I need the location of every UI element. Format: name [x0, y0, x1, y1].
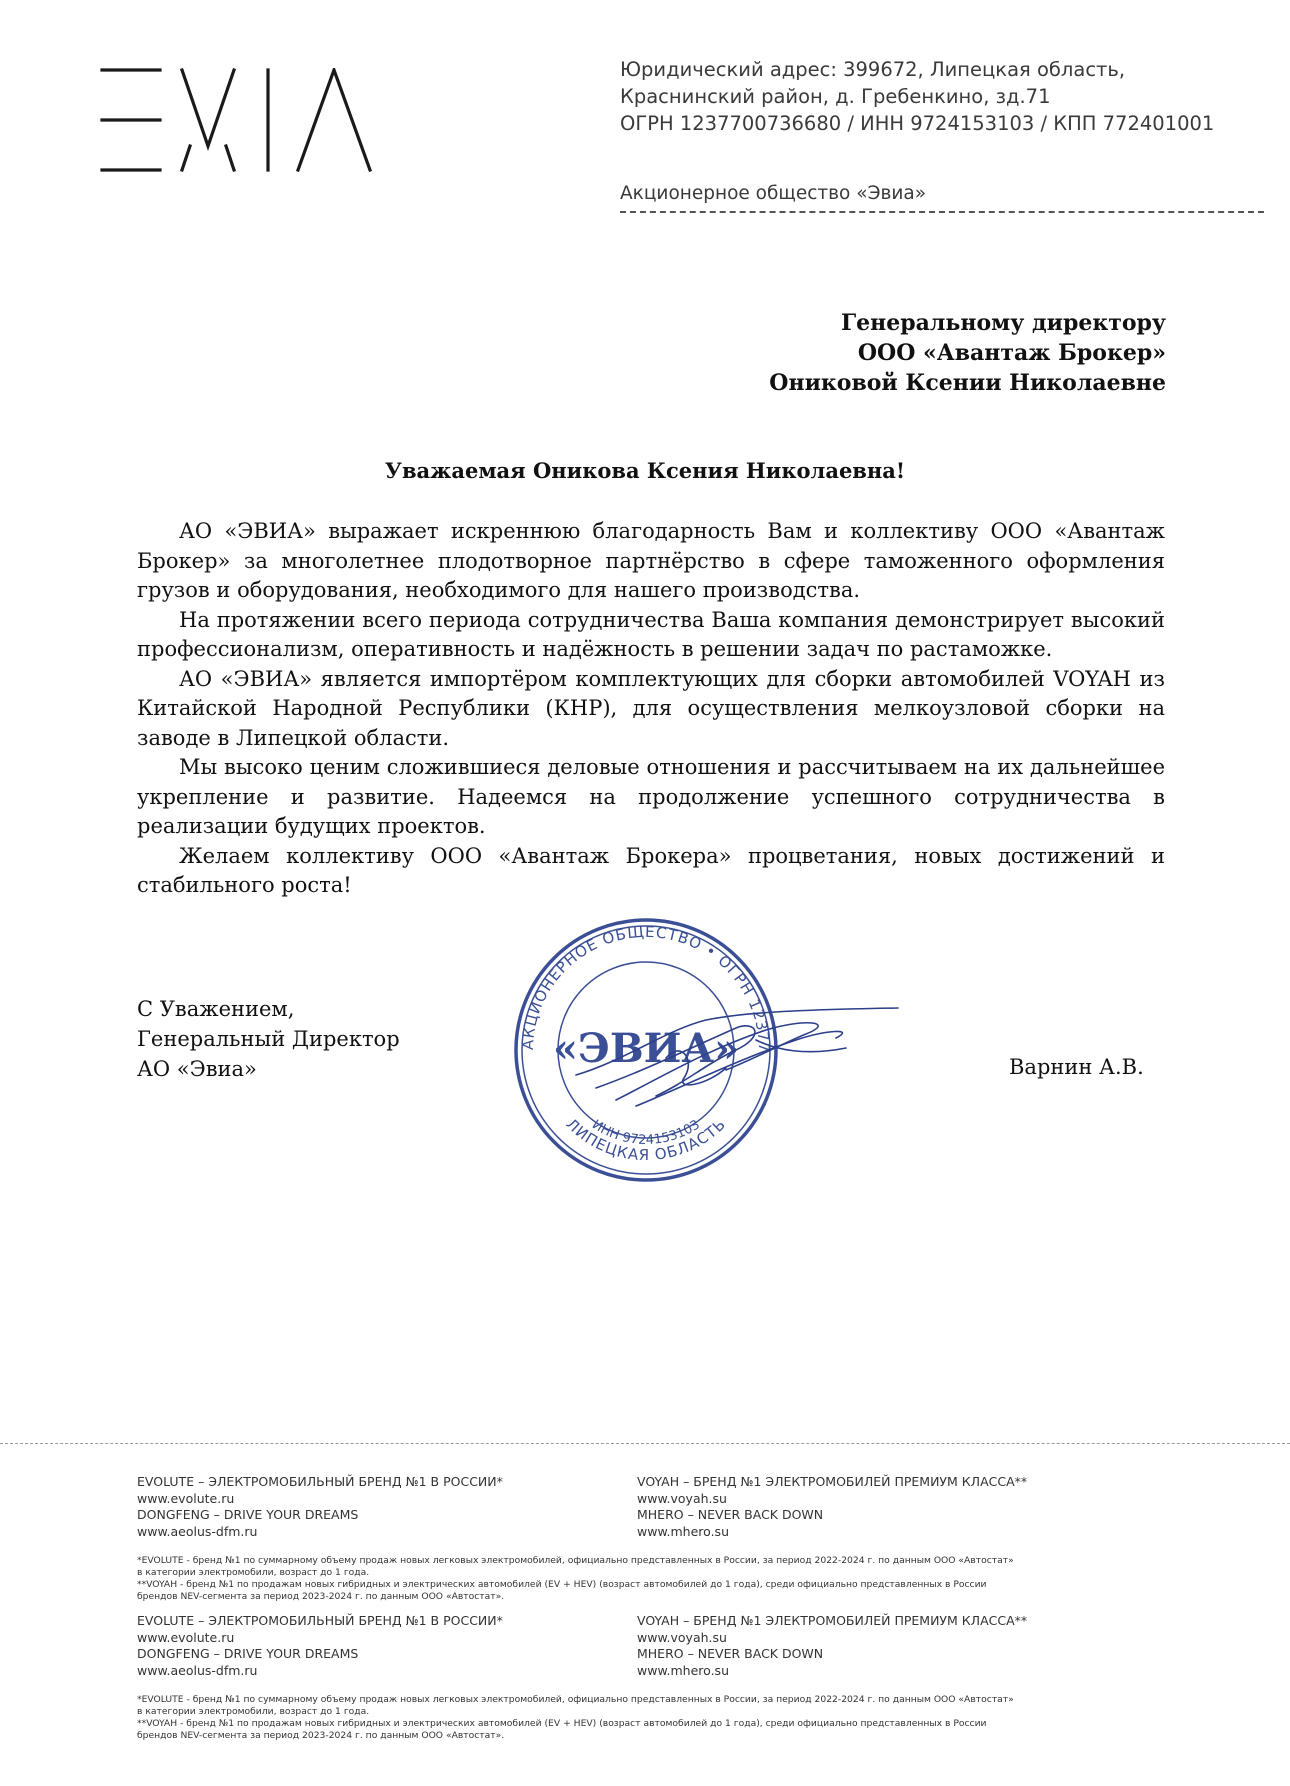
footer-left-column [137, 1474, 637, 1540]
body-paragraph: АО «ЭВИА» является импортёром комплектующих для сборки автомобилей VOYAH из Китайской Народной Республики (КНР), для осуществления мелкоузловой сборки на заводе в Липецкой области. [137, 666, 1165, 750]
requisites-line: ОГРН 1237700736680 / ИНН 9724153103 / КПП 772401001 [620, 112, 1215, 135]
footer-note: в категории электромобили, возраст до 1 года. [137, 1567, 370, 1578]
seal-bottom-text: ЛИПЕЦКАЯ ОБЛАСТЬ [562, 1114, 730, 1165]
footer-block [137, 1613, 1177, 1742]
header-divider [620, 211, 1264, 213]
footer-link-voyah[interactable]: www.voyah.su [637, 1629, 727, 1645]
addressee-line: Генеральному директору [840, 310, 1166, 336]
addressee-line: ООО «Авантаж Брокер» [857, 340, 1166, 366]
signature-closing: С Уважением, [137, 997, 295, 1021]
footer-note: *EVOLUTE - бренд №1 по суммарному объему продаж новых легковых электромобилей, официально представленных в России, за период 2022-2024 г. по данным ООО «Автостат» [137, 1694, 1014, 1705]
footer-brand-mhero: MHERO – NEVER BACK DOWN [637, 1646, 824, 1661]
signature-org: АО «Эвиа» [137, 1057, 257, 1081]
footer-notes [137, 1694, 1177, 1742]
footer-divider [0, 1443, 1290, 1444]
footer-link-mhero[interactable]: www.mhero.su [637, 1523, 729, 1539]
footer-left-column [137, 1613, 637, 1679]
footer-note: брендов NEV-сегмента за период 2023-2024 г. по данным ООО «Автостат». [137, 1591, 505, 1602]
company-name: Акционерное общество «Эвиа» [620, 183, 927, 204]
signatory-name: Варнин А.В. [1009, 1055, 1144, 1079]
seal-top-arc: АКЦИОНЕРНОЕ ОБЩЕСТВО • ОГРН 12377 [518, 922, 774, 1054]
footer-link-voyah[interactable]: www.voyah.su [637, 1490, 727, 1506]
footer-right-column [637, 1613, 1027, 1679]
footer-brand-dongfeng: DONGFENG – DRIVE YOUR DREAMS [137, 1646, 359, 1661]
body-paragraph: АО «ЭВИА» выражает искреннюю благодарность Вам и коллективу ООО «Авантаж Брокер» за многолетнее плодотворное партнёрство в сфере таможенного оформления грузов и оборудования, необходимого для нашего производства. [137, 519, 1165, 602]
requisites-line: Юридический адрес: 399672, Липецкая область, [620, 58, 1126, 81]
requisites-line: Краснинский район, д. Гребенкино, зд.71 [620, 85, 1051, 108]
greeting: Уважаемая Оникова Ксения Николаевна! [384, 458, 906, 483]
footer-note: брендов NEV-сегмента за период 2023-2024 г. по данным ООО «Автостат». [137, 1730, 505, 1741]
company-seal [506, 910, 906, 1200]
footer-note: в категории электромобили, возраст до 1 года. [137, 1706, 370, 1717]
letter-body [137, 517, 1165, 901]
footer-brand-dongfeng: DONGFENG – DRIVE YOUR DREAMS [137, 1507, 359, 1522]
footer-brand-evolute: EVOLUTE – ЭЛЕКТРОМОБИЛЬНЫЙ БРЕНД №1 В РОССИИ* [137, 1474, 503, 1489]
footer-note: **VOYAH - бренд №1 по продажам новых гибридных и электрических автомобилей (EV + HEV) (возраст автомобилей до 1 года), среди официально представленных в России [137, 1579, 987, 1590]
footer-link-evolute[interactable]: www.evolute.ru [137, 1629, 235, 1645]
footer-brand-voyah: VOYAH – БРЕНД №1 ЭЛЕКТРОМОБИЛЕЙ ПРЕМИУМ КЛАССА** [637, 1613, 1028, 1628]
footer-notes [137, 1555, 1177, 1603]
footer-link-aeolus[interactable]: www.aeolus-dfm.ru [137, 1662, 258, 1678]
logo-text [100, 172, 101, 173]
seal-center-text: «ЭВИА» [553, 1025, 739, 1072]
footer-brand-evolute: EVOLUTE – ЭЛЕКТРОМОБИЛЬНЫЙ БРЕНД №1 В РОССИИ* [137, 1613, 503, 1628]
legal-requisites [620, 56, 1260, 137]
body-paragraph: Желаем коллективу ООО «Авантаж Брокера» процветания, новых достижений и стабильного роста! [137, 843, 1165, 897]
footer-link-evolute[interactable]: www.evolute.ru [137, 1490, 235, 1506]
footer-note: *EVOLUTE - бренд №1 по суммарному объему продаж новых легковых электромобилей, официально представленных в России, за период 2022-2024 г. по данным ООО «Автостат» [137, 1555, 1014, 1566]
footer-block [137, 1474, 1177, 1603]
footer-link-mhero[interactable]: www.mhero.su [637, 1662, 729, 1678]
evia-logo [100, 68, 372, 172]
footer-brand-voyah: VOYAH – БРЕНД №1 ЭЛЕКТРОМОБИЛЕЙ ПРЕМИУМ КЛАССА** [637, 1474, 1028, 1489]
footer-brand-mhero: MHERO – NEVER BACK DOWN [637, 1507, 824, 1522]
signature-block [137, 994, 400, 1084]
body-paragraph: Мы высоко ценим сложившиеся деловые отношения и рассчитываем на их дальнейшее укрепление и развитие. Надеемся на продолжение успешного сотрудничества в реализации будущих проектов. [137, 755, 1165, 838]
footer-note: **VOYAH - бренд №1 по продажам новых гибридных и электрических автомобилей (EV + HEV) (возраст автомобилей до 1 года), среди официально представленных в России [137, 1718, 987, 1729]
footer-link-aeolus[interactable]: www.aeolus-dfm.ru [137, 1523, 258, 1539]
footer-right-column [637, 1474, 1027, 1540]
signature-position: Генеральный Директор [137, 1027, 400, 1051]
addressee-line: Ониковой Ксении Николаевне [769, 370, 1166, 396]
seal-inn: ИНН 9724153103 [589, 1117, 703, 1149]
body-paragraph: На протяжении всего периода сотрудничества Ваша компания демонстрирует высокий профессионализм, оперативность и надёжность в решении задач по растаможке. [137, 607, 1165, 661]
addressee-block [769, 308, 1166, 398]
